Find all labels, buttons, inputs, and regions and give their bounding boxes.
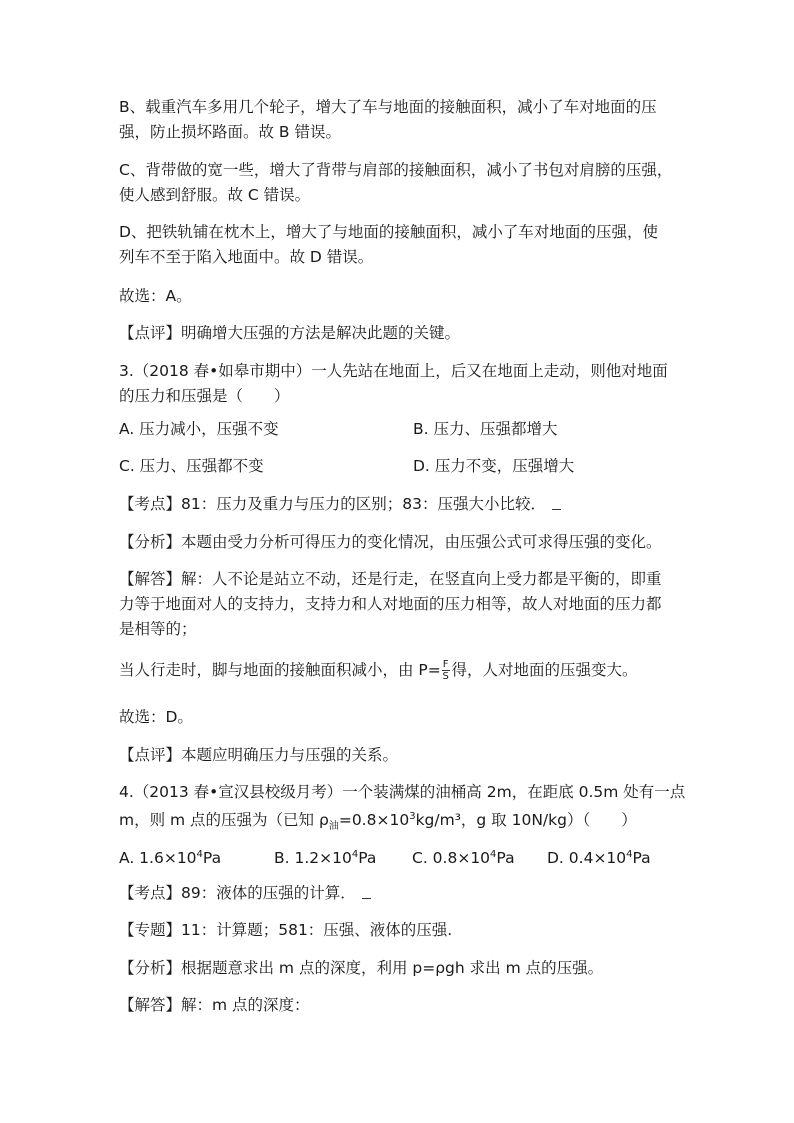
q3-option-d: D. 压力不变，压强增大 — [413, 457, 575, 475]
q4-stem-line1: 4.（2013 春•宣汉县校级月考）一个装满煤的油桶高 2m，在距底 0.5m 处有一点 — [119, 783, 686, 801]
q3-option-a: A. 压力减小，压强不变 — [119, 420, 279, 438]
q4-option-c-post: Pa — [496, 849, 515, 867]
comment-q2: 【点评】明确增大压强的方法是解决此题的关键。 — [119, 324, 461, 342]
pressure-formula-fraction — [442, 659, 450, 682]
q3-walk-post: 得，人对地面的压强变大。 — [451, 661, 638, 679]
option-b-analysis-line2: 强，防止损坏路面。故 B 错误。 — [119, 123, 341, 141]
underscore-mark — [362, 896, 371, 899]
q4-option-c — [412, 842, 515, 871]
q4-option-a-exp: 4 — [196, 849, 203, 860]
fraction-numerator: F — [442, 659, 449, 670]
q4-option-d-exp: 4 — [626, 849, 633, 860]
q4-option-b-pre: B. 1.2×10 — [274, 849, 352, 867]
fraction-denominator: S — [442, 671, 449, 682]
q3-option-b: B. 压力、压强都增大 — [413, 420, 558, 438]
q4-option-a — [119, 842, 221, 871]
q4-option-a-pre: A. 1.6×10 — [119, 849, 197, 867]
underscore-mark — [552, 507, 561, 510]
q3-jieda-line3: 是相等的； — [119, 620, 197, 638]
q4-option-d-post: Pa — [632, 849, 651, 867]
q4-kaodian — [119, 880, 679, 906]
answer-q3: 故选：D。 — [119, 708, 193, 726]
q3-option-c: C. 压力、压强都不变 — [119, 457, 264, 475]
q3-kaodian — [119, 491, 679, 517]
q4-option-b — [274, 842, 376, 871]
q4-exponent: 3 — [409, 811, 416, 822]
q4-stem2-pre: m，则 m 点的压强为（已知 ρ — [119, 811, 329, 829]
comment-q3: 【点评】本题应明确压力与压强的关系。 — [119, 746, 399, 764]
q3-fenxi: 【分析】本题由受力分析可得压力的变化情况，由压强公式可求得压强的变化。 — [119, 533, 662, 551]
q4-stem-line2 — [119, 804, 679, 840]
q4-fenxi: 【分析】根据题意求出 m 点的深度，利用 p=ρgh 求出 m 点的压强。 — [119, 959, 604, 977]
q3-stem-line1: 3.（2018 春•如皋市期中）一人先站在地面上，后又在地面上走动，则他对地面 — [119, 362, 668, 380]
q3-jieda-line1: 【解答】解：人不论是站立不动，还是行走，在竖直向上受力都是平衡的，即重 — [119, 570, 662, 588]
option-c-analysis-line1: C、背带做的宽一些，增大了背带与肩部的接触面积，减小了书包对肩膀的压强， — [119, 161, 673, 179]
q3-jieda-line2: 力等于地面对人的支持力，支持力和人对地面的压力相等，故人对地面的压力都 — [119, 595, 662, 613]
q4-stem2-post: kg/m³，g 取 10N/kg）（ ） — [415, 811, 637, 829]
q4-option-b-post: Pa — [358, 849, 377, 867]
q4-oil-subscript: 油 — [328, 821, 339, 832]
q3-walk-pre: 当人行走时，脚与地面的接触面积减小，由 P= — [119, 661, 441, 679]
q4-kaodian-text: 【考点】89：液体的压强的计算． — [119, 884, 356, 902]
q4-jieda: 【解答】解：m 点的深度： — [119, 996, 310, 1014]
q4-zhuanti: 【专题】11：计算题；581：压强、液体的压强. — [119, 921, 453, 939]
q4-option-a-post: Pa — [202, 849, 222, 867]
q3-walk-line — [119, 657, 679, 683]
q3-kaodian-text: 【考点】81：压力及重力与压力的区别；83：压强大小比较． — [119, 495, 546, 513]
q3-stem-line2: 的压力和压强是（ ） — [119, 387, 290, 405]
q4-option-c-pre: C. 0.8×10 — [412, 849, 491, 867]
q4-stem2-mid: =0.8×10 — [338, 811, 410, 829]
q4-option-d-pre: D. 0.4×10 — [547, 849, 627, 867]
q4-option-b-exp: 4 — [351, 849, 359, 860]
option-d-analysis-line2: 列车不至于陷入地面中。故 D 错误。 — [119, 248, 374, 266]
option-c-analysis-line2: 使人感到舒服。故 C 错误。 — [119, 186, 311, 204]
option-d-analysis-line1: D、把铁轨铺在枕木上，增大了与地面的接触面积，减小了车对地面的压强，使 — [119, 223, 658, 241]
q4-option-d — [547, 842, 651, 871]
q4-option-c-exp: 4 — [490, 849, 497, 860]
option-b-analysis-line1: B、载重汽车多用几个轮子，增大了车与地面的接触面积，减小了车对地面的压 — [119, 98, 657, 116]
answer-q2: 故选：A。 — [119, 287, 192, 305]
